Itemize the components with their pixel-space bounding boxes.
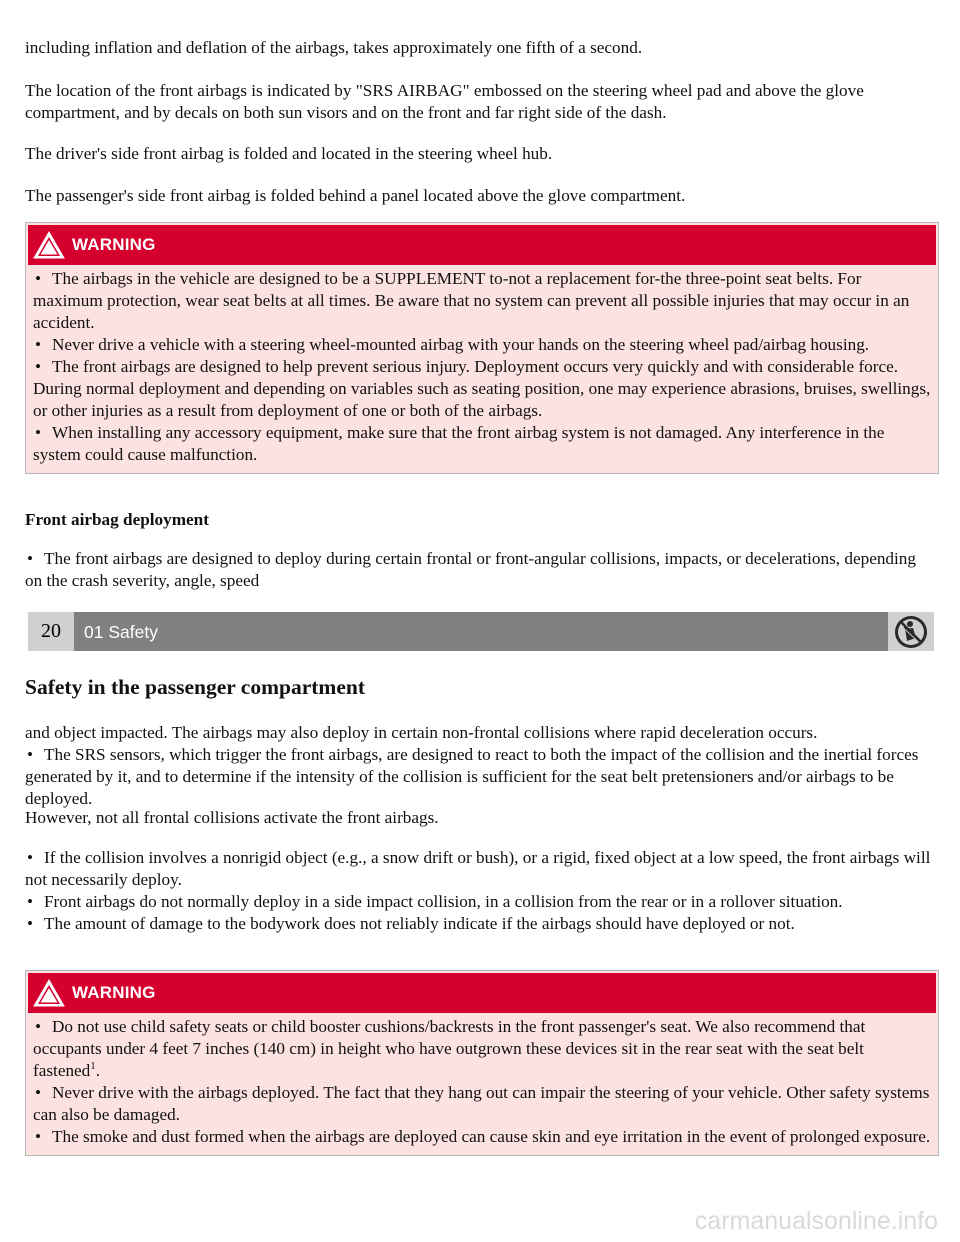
watermark: carmanualsonline.info — [694, 1207, 938, 1235]
warning-list — [28, 265, 936, 471]
intro-paragraph-4: The passenger's side front airbag is folded behind a panel located above the glove compartment. — [25, 186, 686, 205]
warning-item: • Never drive a vehicle with a steering wheel-mounted airbag with your hands on the steering wheel pad/airbag housing. — [33, 334, 933, 356]
section-header-bar — [28, 612, 934, 651]
warning-header — [28, 973, 936, 1013]
warning-item: • The front airbags are designed to help prevent serious injury. Deployment occurs very quickly and with considerable force. During normal deployment and depending on variables such as seating position, one may experience abrasions, bruises, swellings, or other injuries as a result from deployment of one or both of the airbags. — [33, 356, 933, 422]
intro-paragraph-1: including inflation and deflation of the airbags, takes approximately one fifth of a second. — [25, 38, 643, 57]
warning-title: WARNING — [72, 235, 156, 254]
list-item: • The front airbags are designed to deploy during certain frontal or front-angular collisions, impacts, or decelerations, depending on the crash severity, angle, speed — [25, 548, 937, 592]
list-item: • The SRS sensors, which trigger the front airbags, are designed to react to both the impact of the collision and the inertial forces generated by it, and to determine if the intensity of the collision is sufficient for the seat belt pretensioners and/or airbags to be deployed. — [25, 744, 937, 810]
list-item: • Front airbags do not normally deploy in a side impact collision, in a collision from the rear or in a rollover situation. — [25, 891, 939, 913]
warning-item: • When installing any accessory equipment, make sure that the front airbag system is not damaged. Any interference in the system could cause malfunction. — [33, 422, 933, 466]
warning-item: • The smoke and dust formed when the airbags are deployed can cause skin and eye irritation in the event of prolonged exposure. — [33, 1126, 933, 1148]
warning-box-1 — [25, 222, 939, 474]
warning-item: • Never drive with the airbags deployed. The fact that they hang out can impair the steering of your vehicle. Other safety systems can also be damaged. — [33, 1082, 933, 1126]
paragraph: and object impacted. The airbags may also deploy in certain non-frontal collisions where rapid deceleration occurs. — [25, 723, 818, 742]
warning-list — [28, 1013, 936, 1153]
page-number: 20 — [28, 612, 74, 651]
warning-item: • The airbags in the vehicle are designed to be a SUPPLEMENT to-not a replacement for-the three-point seat belts. For maximum protection, wear seat belts at all times. Be aware that no system can prevent all possible injuries that may occur in an accident. — [33, 268, 933, 334]
intro-paragraph-3: The driver's side front airbag is folded and located in the steering wheel hub. — [25, 144, 553, 163]
subheading-front-airbag-deployment: Front airbag deployment — [25, 510, 209, 529]
deployment-list — [25, 548, 937, 592]
section-icon-box — [888, 612, 934, 651]
section-title: 01 Safety — [84, 622, 158, 642]
intro-paragraph-2: The location of the front airbags is indicated by "SRS AIRBAG" embossed on the steering wheel pad and above the glove compartment, and by decals on both sun visors and on the front and far right side of the dash. — [25, 81, 864, 122]
warning-item-end: . — [95, 1061, 101, 1080]
warning-box-2 — [25, 970, 939, 1156]
warning-triangle-icon — [32, 978, 66, 1008]
list-item: • If the collision involves a nonrigid object (e.g., a snow drift or bush), or a rigid, fixed object at a low speed, the front airbags will not necessarily deploy. — [25, 847, 939, 891]
paragraph: However, not all frontal collisions activate the front airbags. — [25, 808, 439, 827]
warning-item-text: Do not use child safety seats or child booster cushions/backrests in the front passenger's seat. We also recommend that occupants under 4 feet 7 inches (140 cm) in height who have outgrown these devices sit in the rear seat with the seat belt fastened — [33, 1017, 866, 1080]
warning-header — [28, 225, 936, 265]
footnote-marker: 1 — [90, 1060, 96, 1072]
section-body — [25, 722, 937, 810]
warning-item — [33, 1016, 933, 1082]
warning-triangle-icon — [32, 230, 66, 260]
page-title: Safety in the passenger compartment — [25, 675, 365, 699]
collision-list — [25, 847, 939, 935]
warning-title: WARNING — [72, 983, 156, 1002]
seatbelt-icon — [893, 614, 929, 650]
list-item: • The amount of damage to the bodywork does not reliably indicate if the airbags should have deployed or not. — [25, 913, 939, 935]
